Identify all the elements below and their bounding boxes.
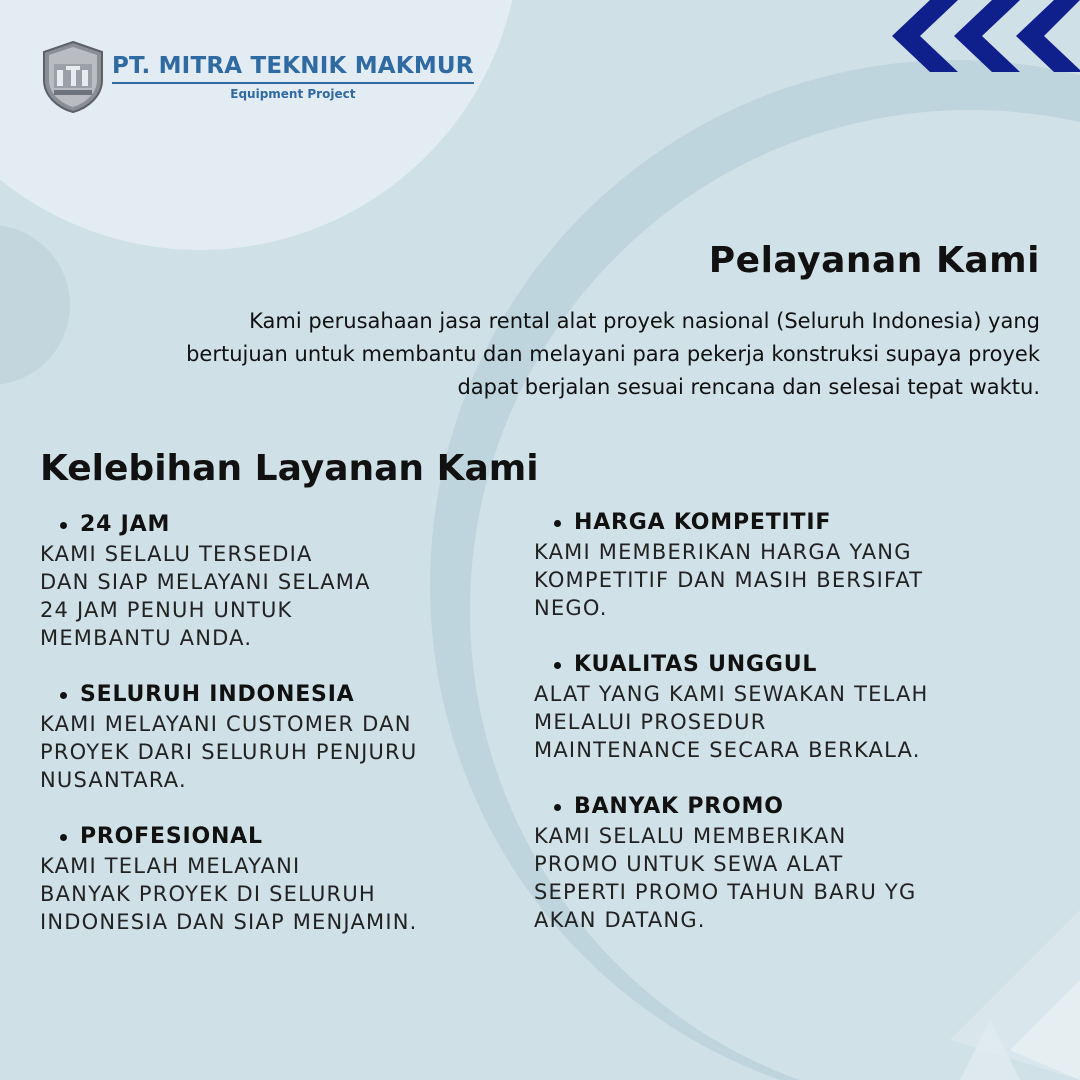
advantage-description: ALAT YANG KAMI SEWAKAN TELAH MELALUI PROSEDUR MAINTENANCE SECARA BERKALA. bbox=[534, 682, 929, 762]
advantages-right-column bbox=[534, 508, 1014, 962]
logo-title: PT. MITRA TEKNIK MAKMUR bbox=[112, 53, 474, 84]
intro-line: Kami perusahaan jasa rental alat proyek nasional (Seluruh Indonesia) yang bbox=[249, 309, 1040, 333]
logo-subtitle: Equipment Project bbox=[230, 87, 356, 101]
mtm-shield-logo-icon bbox=[40, 40, 106, 114]
services-intro bbox=[40, 305, 1040, 404]
advantage-item bbox=[40, 822, 520, 936]
bullet-icon bbox=[554, 804, 561, 811]
company-logo bbox=[40, 40, 474, 114]
advantage-description: KAMI SELALU MEMBERIKAN PROMO UNTUK SEWA ALAT SEPERTI PROMO TAHUN BARU YG AKAN DATANG. bbox=[534, 824, 917, 932]
advantage-item bbox=[534, 508, 1014, 622]
chevrons-icon bbox=[890, 0, 1080, 72]
bullet-icon bbox=[554, 520, 561, 527]
advantage-title: 24 JAM bbox=[80, 512, 171, 537]
bullet-icon bbox=[60, 692, 67, 699]
bullet-icon bbox=[60, 834, 67, 841]
advantage-description: KAMI MEMBERIKAN HARGA YANG KOMPETITIF DAN MASIH BERSIFAT NEGO. bbox=[534, 540, 924, 620]
services-heading: Pelayanan Kami bbox=[708, 240, 1040, 281]
advantage-title: SELURUH INDONESIA bbox=[80, 682, 355, 707]
advantages-heading: Kelebihan Layanan Kami bbox=[40, 448, 539, 489]
intro-line: dapat berjalan sesuai rencana dan selesai tepat waktu. bbox=[457, 375, 1040, 399]
advantage-item bbox=[40, 680, 520, 794]
advantage-description: KAMI SELALU TERSEDIA DAN SIAP MELAYANI SELAMA 24 JAM PENUH UNTUK MEMBANTU ANDA. bbox=[40, 542, 371, 650]
advantage-title: BANYAK PROMO bbox=[574, 794, 784, 819]
advantage-title: HARGA KOMPETITIF bbox=[574, 510, 832, 535]
background-circle bbox=[0, 0, 520, 250]
advantage-item bbox=[534, 792, 1014, 934]
advantage-description: KAMI MELAYANI CUSTOMER DAN PROYEK DARI SELURUH PENJURU NUSANTARA. bbox=[40, 712, 418, 792]
bullet-icon bbox=[60, 522, 67, 529]
advantage-item bbox=[40, 510, 520, 652]
advantage-title: KUALITAS UNGGUL bbox=[574, 652, 818, 677]
intro-line: bertujuan untuk membantu dan melayani para pekerja konstruksi supaya proyek bbox=[186, 342, 1040, 366]
advantage-item bbox=[534, 650, 1014, 764]
advantage-title: PROFESIONAL bbox=[80, 824, 263, 849]
advantage-description: KAMI TELAH MELAYANI BANYAK PROYEK DI SELURUH INDONESIA DAN SIAP MENJAMIN. bbox=[40, 854, 418, 934]
bullet-icon bbox=[554, 662, 561, 669]
advantages-left-column bbox=[40, 510, 520, 964]
